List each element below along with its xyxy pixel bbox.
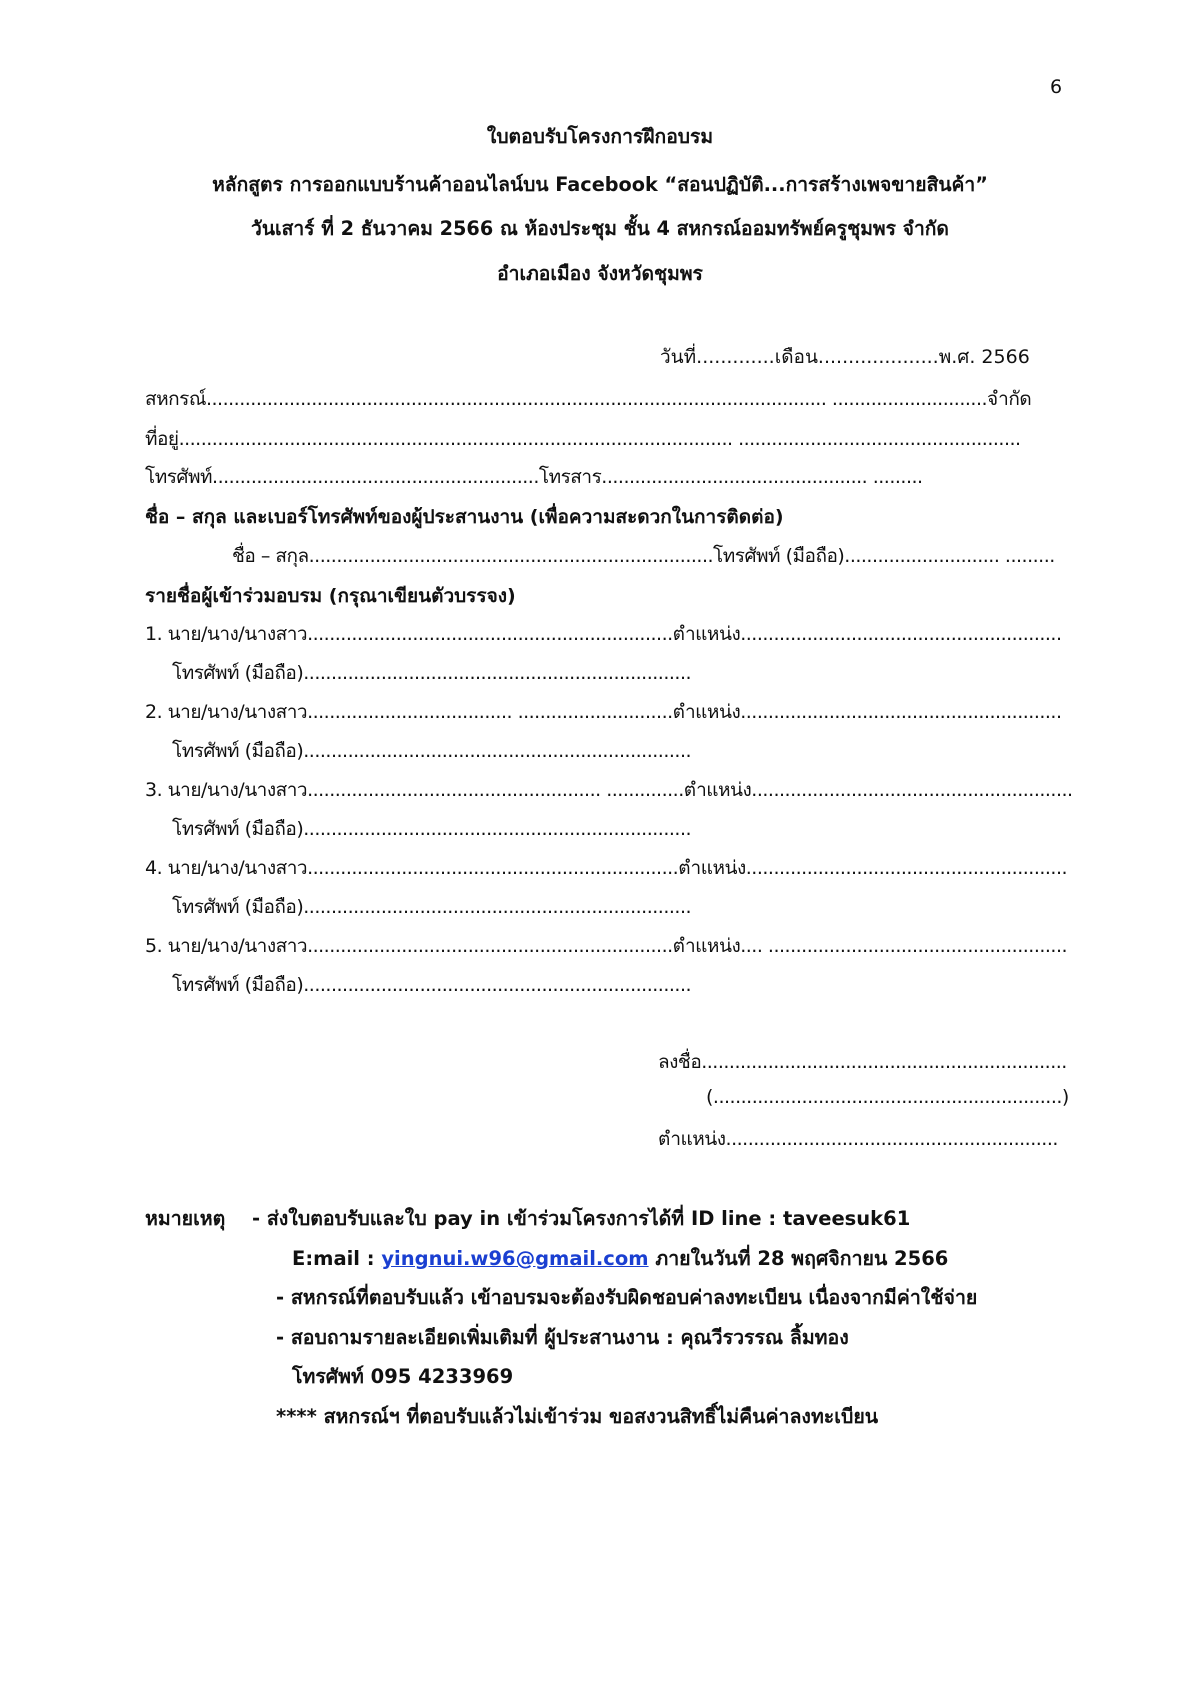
course-title: หลักสูตร การออกแบบร้านค้าออนไลน์บน Facebook “สอนปฏิบัติ...การสร้างเพจขายสินค้า”: [212, 173, 988, 196]
participant-2-phone-field: โทรศัพท์ (มือถือ)......................................................................: [172, 740, 692, 762]
participant-3-name-field: 3. นาย/นาง/นางสาว..................................................... ..............ตำแหน่ง..........................................................: [145, 779, 1073, 801]
participants-heading: รายชื่อผู้เข้าร่วมอบรม (กรุณาเขียนตัวบรรจง): [145, 585, 516, 607]
notes-line-responsibility: - สหกรณ์ที่ตอบรับแล้ว เข้าอบรมจะต้องรับผิดชอบค่าลงทะเบียน เนื่องจากมีค่าใช้จ่าย: [276, 1286, 978, 1309]
participant-5-phone-field: โทรศัพท์ (มือถือ)......................................................................: [172, 974, 692, 996]
address-field: ที่อยู่.................................................................................................... ...................................................: [145, 428, 1021, 450]
participant-4-phone-field: โทรศัพท์ (มือถือ)......................................................................: [172, 896, 692, 918]
signature-field: ลงชื่อ..................................................................: [658, 1051, 1067, 1073]
email-deadline: ภายในวันที่ 28 พฤศจิกายน 2566: [648, 1247, 949, 1270]
phone-fax-field: โทรศัพท์...........................................................โทรสาร................................................ .........: [145, 466, 923, 488]
page-number: 6: [1050, 76, 1063, 98]
email-link[interactable]: yingnui.w96@gmail.com: [381, 1247, 649, 1270]
notes-line-no-refund: **** สหกรณ์ฯ ที่ตอบรับแล้วไม่เข้าร่วม ขอสงวนสิทธิ์ไม่คืนค่าลงทะเบียน: [276, 1405, 879, 1428]
district: อำเภอเมือง จังหวัดชุมพร: [497, 262, 703, 285]
signature-name-field: (...............................................................): [706, 1086, 1069, 1108]
date-venue: วันเสาร์ ที่ 2 ธันวาคม 2566 ณ ห้องประชุม ชั้น 4 สหกรณ์ออมทรัพย์ครูชุมพร จำกัด: [251, 217, 949, 240]
participant-2-name-field: 2. นาย/นาง/นางสาว..................................... ............................ตำแหน่ง..........................................................: [145, 701, 1062, 723]
coop-field: สหกรณ์................................................................................................................ ............................จำกัด: [145, 388, 1032, 410]
signature-position-field: ตำแหน่ง............................................................: [658, 1128, 1058, 1150]
participant-5-name-field: 5. นาย/นาง/นางสาว..................................................................ตำแหน่ง.... ......................................................: [145, 935, 1068, 957]
notes-label: หมายเหตุ: [145, 1207, 226, 1230]
notes-line-contact: - สอบถามรายละเอียดเพิ่มเติมที่ ผู้ประสานงาน : คุณวีรวรรณ ลิ้มทอง: [276, 1326, 849, 1349]
email-prefix: E:mail :: [292, 1247, 382, 1270]
coordinator-heading: ชื่อ – สกุล และเบอร์โทรศัพท์ของผู้ประสานงาน (เพื่อความสะดวกในการติดต่อ): [145, 506, 784, 528]
notes-line-submit: - ส่งใบตอบรับและใบ pay in เข้าร่วมโครงการได้ที่ ID line : taveesuk61: [252, 1207, 911, 1230]
participant-3-phone-field: โทรศัพท์ (มือถือ)......................................................................: [172, 818, 692, 840]
participant-1-name-field: 1. นาย/นาง/นางสาว..................................................................ตำแหน่ง..........................................................: [145, 623, 1062, 645]
notes-email-line: [292, 1243, 948, 1274]
participant-4-name-field: 4. นาย/นาง/นางสาว...................................................................ตำแหน่ง..........................................................: [145, 857, 1068, 879]
coordinator-field: ชื่อ – สกุล.........................................................................โทรศัพท์ (มือถือ)............................ .........: [232, 545, 1055, 567]
participant-1-phone-field: โทรศัพท์ (มือถือ)......................................................................: [172, 662, 692, 684]
notes-line-phone: โทรศัพท์ 095 4233969: [292, 1365, 514, 1388]
date-field: วันที่.............เดือน....................พ.ศ. 2566: [660, 346, 1030, 368]
form-title: ใบตอบรับโครงการฝึกอบรม: [486, 125, 714, 148]
